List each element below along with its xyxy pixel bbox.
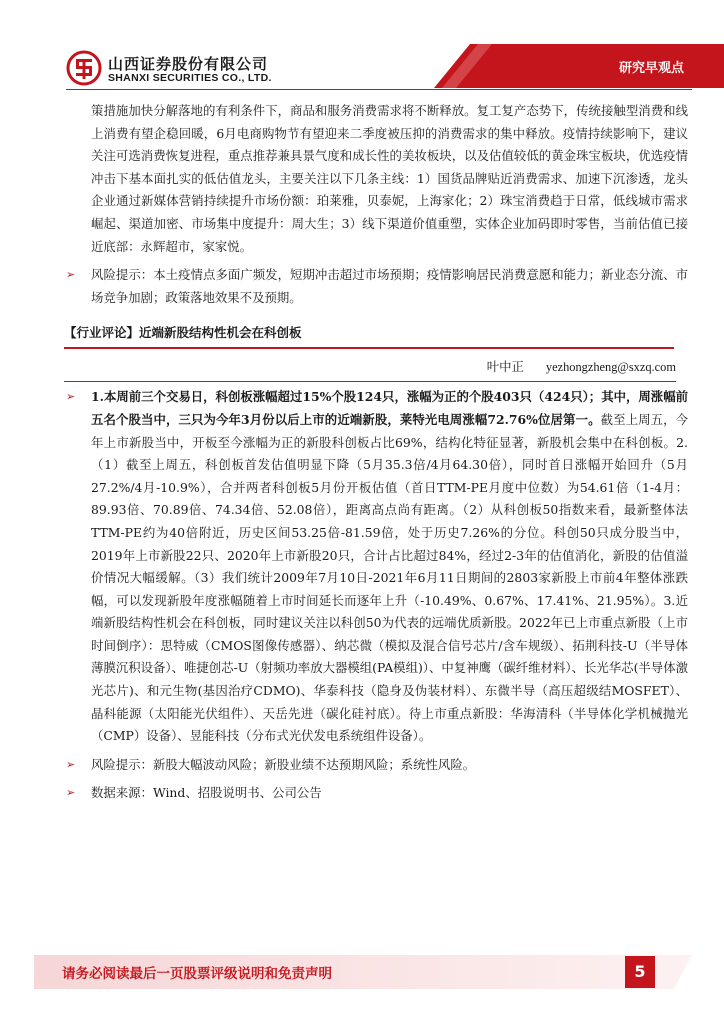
author-line [64, 355, 676, 382]
data-source-text: 数据来源：Wind、招股说明书、公司公告 [91, 785, 322, 801]
bullet-arrow-icon: ➢ [66, 268, 76, 282]
company-name-cn: 山西证券股份有限公司 [108, 55, 269, 73]
bullet-arrow-icon: ➢ [66, 757, 76, 771]
main-body-text: 截至上周五，今年上市新股当中，开板至今涨幅为正的新股科创板占比69%，结构化特征显著，新股机会集中在科创板。2.（1）截至上周五，科创板首发估值明显下降（5月35.3倍/4月64.30倍），同时首日涨幅开始回升（5月27.2%/4月-10.9%），合并两者科创板5月份开板估值（首日TTM-PE月度中位数）为54.61倍（1-4月：89.93倍、70.89倍、74.34倍、52.08倍），距离高点尚有距离。（2）从科创板50指数来看，最新整体法TTM-PE约为40倍附近，历史区间53.25倍-81.59倍，处于历史7.26%的分位。科创50只成分股当中，2019年上市新股22只、2020年上市新股20只，合计占比超过84%，经过2-3年的估值消化，新股的估值溢价情况大幅缓解。（3）我们统计2009年7月10日-2021年6月11日期间的2803家新股上市前4年整体涨跌幅，可以发现新股年度涨幅随着上市时间延长而逐年上升（-10.49%、0.67%、17.41%、21.95%）。3.近端新股结构性机会在科创板，同时建议关注以科创50为代表的远端优质新股。2022年已上市重点新股（上市时间倒序）：思特威（CMOS图像传感器）、纳芯微（模拟及混合信号芯片/含车规级）、拓荆科技-U（半导体薄膜沉积设备）、唯捷创芯-U（射频功率放大器模组(PA模组)）、中复神鹰（碳纤维材料）、长光华芯(半导体激光芯片)、和元生物(基因治疗CDMO)、华泰科技（隐身及伪装材料）、东微半导（高压超级结MOSFET）、晶科能源（太阳能光伏组件）、天岳先进（碳化硅衬底）。待上市重点新股：华海清科（半导体化学机械抛光（CMP）设备）、昱能科技（分布式光伏发电系统组件设备）。 [91, 411, 688, 744]
section-risk-bullet [64, 754, 688, 777]
company-name-en: SHANXI SECURITIES CO., LTD. [108, 72, 272, 84]
author-email[interactable]: yezhongzheng@sxzq.com [545, 360, 676, 375]
report-body [64, 100, 688, 805]
intro-risk-bullet [64, 264, 688, 309]
bullet-arrow-icon: ➢ [66, 786, 76, 800]
author-name: 叶中正 [486, 360, 524, 375]
page-header [0, 0, 724, 96]
shanxi-securities-logo-icon [66, 50, 102, 86]
bullet-arrow-icon: ➢ [66, 390, 76, 404]
page-footer [0, 938, 724, 1024]
main-lead-bold: 1.本周前三个交易日，科创板涨幅超过15%个股124只，涨幅为正的个股403只（424只）；其中，周涨幅前五名个股当中，三只为今年3月份以后上市的近端新股，莱特光电周涨幅72.76%位居第一。 [91, 389, 688, 427]
main-bullet [64, 386, 688, 748]
section-title: 【行业评论】近端新股结构性机会在科创板 [64, 321, 674, 349]
section-risk-text: 风险提示：新股大幅波动风险；新股业绩不达预期风险；系统性风险。 [91, 756, 476, 772]
header-divider [66, 89, 692, 90]
report-type-title: 研究早观点 [618, 61, 684, 76]
intro-paragraph: 策措施加快分解落地的有利条件下，商品和服务消费需求将不断释放。复工复产态势下，传统接触型消费和线上消费有望企稳回暖，6月电商购物节有望迎来二季度被压抑的消费需求的集中释放。疫情持续影响下，建议关注可选消费恢复进程，重点推荐兼具景气度和成长性的美妆板块，以及估值较低的黄金珠宝板块，优选疫情冲击下基本面扎实的低估值龙头，主要关注以下几条主线：1）国货品牌贴近消费需求、加速下沉渗透，龙头企业通过新媒体营销持续提升市场份额：珀莱雅，贝泰妮，上海家化；2）珠宝消费趋于日常，低线城市需求崛起、渠道加密、市场集中度提升：周大生；3）线下渠道价值重塑，实体企业加码即时零售，当前估值已接近底部：永辉超市，家家悦。 [91, 103, 688, 254]
footer-disclaimer: 请务必阅读最后一页股票评级说明和免责声明 [62, 966, 332, 982]
data-source-bullet [64, 782, 688, 805]
page-number: 5 [625, 956, 655, 988]
intro-risk-text: 风险提示：本土疫情点多面广频发，短期冲击超过市场预期；疫情影响居民消费意愿和能力；新业态分流、市场竞争加剧；政策落地效果不及预期。 [91, 267, 688, 305]
